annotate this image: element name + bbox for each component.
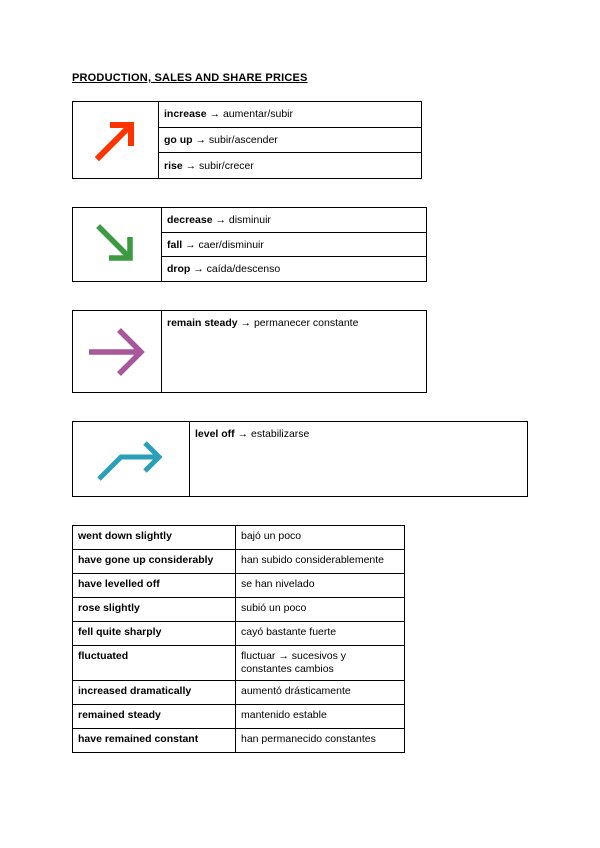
spanish-cell: se han nivelado (236, 574, 405, 598)
arrow-right-icon (85, 322, 149, 382)
term-row (159, 153, 421, 178)
term: decrease (167, 213, 213, 226)
level-off-box (72, 421, 528, 497)
table-row (73, 574, 405, 598)
table-row (73, 729, 405, 753)
english-cell: increased dramatically (73, 681, 236, 705)
table-row (73, 681, 405, 705)
arrow-down-right-icon (93, 221, 141, 269)
english-cell: have remained constant (73, 729, 236, 753)
english-cell: went down slightly (73, 526, 236, 550)
english-cell: have levelled off (73, 574, 236, 598)
translation: → caer/disminuir (185, 238, 264, 251)
term: increase (164, 108, 207, 121)
translation: → subir/crecer (185, 159, 254, 172)
translation: → subir/ascender (195, 134, 278, 146)
term-row (162, 257, 426, 281)
english-cell: fluctuated (73, 646, 236, 681)
arrow-up-right-icon (90, 114, 142, 166)
english-cell: have gone up considerably (73, 550, 236, 574)
term-row (162, 233, 426, 258)
vocabulary-table (72, 525, 405, 753)
term: fall (167, 238, 183, 251)
spanish-cell: mantenido estable (236, 705, 405, 729)
table-row (73, 622, 405, 646)
term: go up (164, 134, 193, 146)
spanish-cell: bajó un poco (236, 526, 405, 550)
english-cell: remained steady (73, 705, 236, 729)
table-row (73, 646, 405, 681)
term-row (159, 128, 421, 154)
term: rise (164, 159, 183, 172)
table-row (73, 526, 405, 550)
translation: → estabilizarse (237, 428, 310, 440)
remain-steady-box (72, 310, 427, 393)
spanish-cell: han permanecido constantes (236, 729, 405, 753)
term-row (162, 208, 426, 233)
term: drop (167, 263, 191, 276)
table-row (73, 598, 405, 622)
translation: → caída/descenso (193, 263, 281, 276)
translation: → disminuir (215, 213, 271, 226)
translation: → permanecer constante (240, 317, 359, 329)
term-row (159, 102, 421, 128)
term: remain steady (167, 317, 238, 329)
term-cell (190, 422, 309, 496)
icon-cell (73, 102, 159, 178)
page-title: PRODUCTION, SALES AND SHARE PRICES (72, 72, 308, 84)
term-rows (159, 102, 421, 178)
decrease-box (72, 207, 427, 282)
icon-cell (73, 208, 162, 281)
spanish-cell: han subido considerablemente (236, 550, 405, 574)
spanish-cell: aumentó drásticamente (236, 681, 405, 705)
arrow-level-off-icon (91, 433, 171, 485)
translation: → aumentar/subir (209, 108, 293, 121)
increase-box (72, 101, 422, 179)
table-row (73, 705, 405, 729)
english-cell: rose slightly (73, 598, 236, 622)
term-cell (162, 311, 358, 392)
spanish-cell: cayó bastante fuerte (236, 622, 405, 646)
spanish-cell: fluctuar → sucesivos y constantes cambios (236, 646, 405, 681)
icon-cell (73, 422, 190, 496)
term-rows (162, 208, 426, 281)
icon-cell (73, 311, 162, 392)
table-row (73, 550, 405, 574)
english-cell: fell quite sharply (73, 622, 236, 646)
term: level off (195, 428, 235, 440)
spanish-cell: subió un poco (236, 598, 405, 622)
